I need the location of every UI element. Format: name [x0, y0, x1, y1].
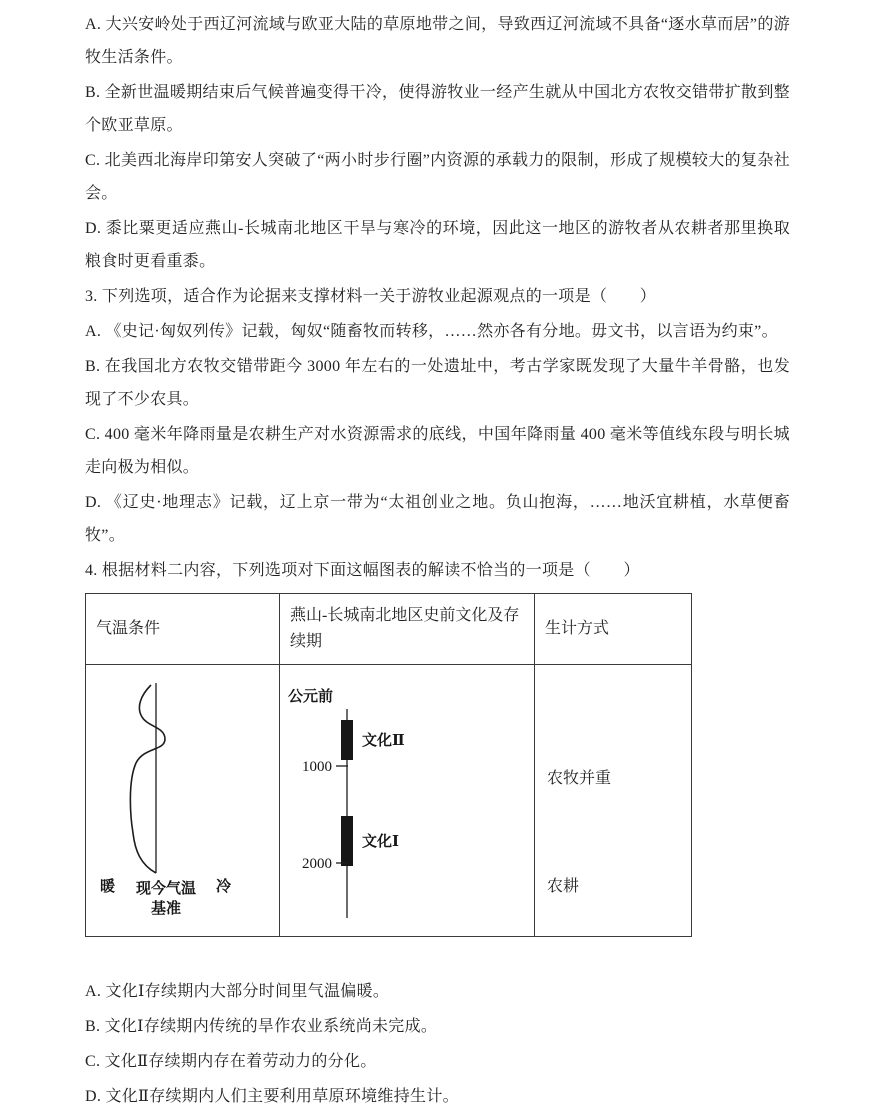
table-figure-row [86, 665, 692, 937]
question2-options-block [85, 8, 790, 278]
q4-option-d: D. 文化Ⅱ存续期内人们主要利用草原环境维持生计。 [85, 1088, 459, 1105]
table-header-livelihood: 生计方式 [535, 594, 692, 665]
table-header-temperature: 气温条件 [86, 594, 280, 665]
q2-option-a: A. 大兴安岭处于西辽河流域与欧亚大陆的草原地带之间，导致西辽河流域不具备“逐水草而居”的游牧生活条件。 [85, 16, 790, 66]
q2-option-d: D. 黍比粟更适应燕山-长城南北地区干旱与寒冷的环境，因此这一地区的游牧者从农耕者那里换取粮食时更看重黍。 [85, 220, 790, 270]
era-label: 公元前 [288, 689, 334, 705]
baseline-label-line2: 基准 [150, 901, 182, 917]
livelihood-cell [535, 665, 692, 937]
temperature-curve-figure [86, 665, 257, 936]
q4-option-c: C. 文化Ⅱ存续期内存在着劳动力的分化。 [85, 1053, 377, 1070]
tick-1000-label: 1000 [302, 759, 332, 775]
baseline-label-line1: 现今气温 [135, 881, 197, 897]
culture2-bar [341, 720, 353, 760]
temperature-curve [130, 685, 165, 873]
livelihood-wrap [535, 665, 691, 936]
q2-option-c: C. 北美西北海岸印第安人突破了“两小时步行圈”内资源的承载力的限制，形成了规模较大的复杂社会。 [85, 152, 790, 202]
culture2-label: 文化Ⅱ [362, 733, 405, 749]
question4-block [85, 554, 790, 1113]
table-header-row [86, 594, 692, 665]
temperature-curve-cell [86, 665, 280, 937]
culture1-bar [341, 816, 353, 866]
q2-option-b: B. 全新世温暖期结束后气候普遍变得干冷，使得游牧业一经产生就从中国北方农牧交错带扩散到整个欧亚草原。 [85, 84, 790, 134]
tick-2000-label: 2000 [302, 856, 332, 872]
livelihood-upper: 农牧并重 [547, 770, 612, 787]
warm-label: 暖 [100, 879, 116, 895]
question3-block [85, 280, 790, 552]
culture1-label: 文化Ⅰ [362, 834, 400, 850]
q3-option-a: A. 《史记·匈奴列传》记载，匈奴“随畜牧而转移，……然亦各有分地。毋文书，以言语为约束”。 [85, 323, 778, 340]
q3-option-b: B. 在我国北方农牧交错带距今 3000 年左右的一处遗址中，考古学家既发现了大量牛羊骨骼，也发现了不少农具。 [85, 358, 790, 408]
question4-options-block [85, 975, 790, 1113]
q3-option-d: D. 《辽史·地理志》记载，辽上京一带为“太祖创业之地。负山抱海，……地沃宜耕植，水草便畜牧”。 [85, 494, 790, 544]
culture-timeline-figure [280, 665, 512, 936]
q4-stem: 4. 根据材料二内容，下列选项对下面这幅图表的解读不恰当的一项是（ ） [85, 562, 640, 579]
cold-label: 冷 [216, 879, 232, 895]
q4-option-b: B. 文化Ⅰ存续期内传统的旱作农业系统尚未完成。 [85, 1018, 438, 1035]
question4-figure-table [85, 593, 692, 937]
culture-timeline-cell [280, 665, 535, 937]
livelihood-lower: 农耕 [547, 878, 580, 895]
q4-option-a: A. 文化Ⅰ存续期内大部分时间里气温偏暖。 [85, 983, 390, 1000]
q3-stem: 3. 下列选项，适合作为论据来支撑材料一关于游牧业起源观点的一项是（ ） [85, 288, 657, 305]
table-header-culture-period: 燕山-长城南北地区史前文化及存续期 [280, 594, 535, 665]
q3-option-c: C. 400 毫米年降雨量是农耕生产对水资源需求的底线，中国年降雨量 400 毫米等值线东段与明长城走向极为相似。 [85, 426, 790, 476]
